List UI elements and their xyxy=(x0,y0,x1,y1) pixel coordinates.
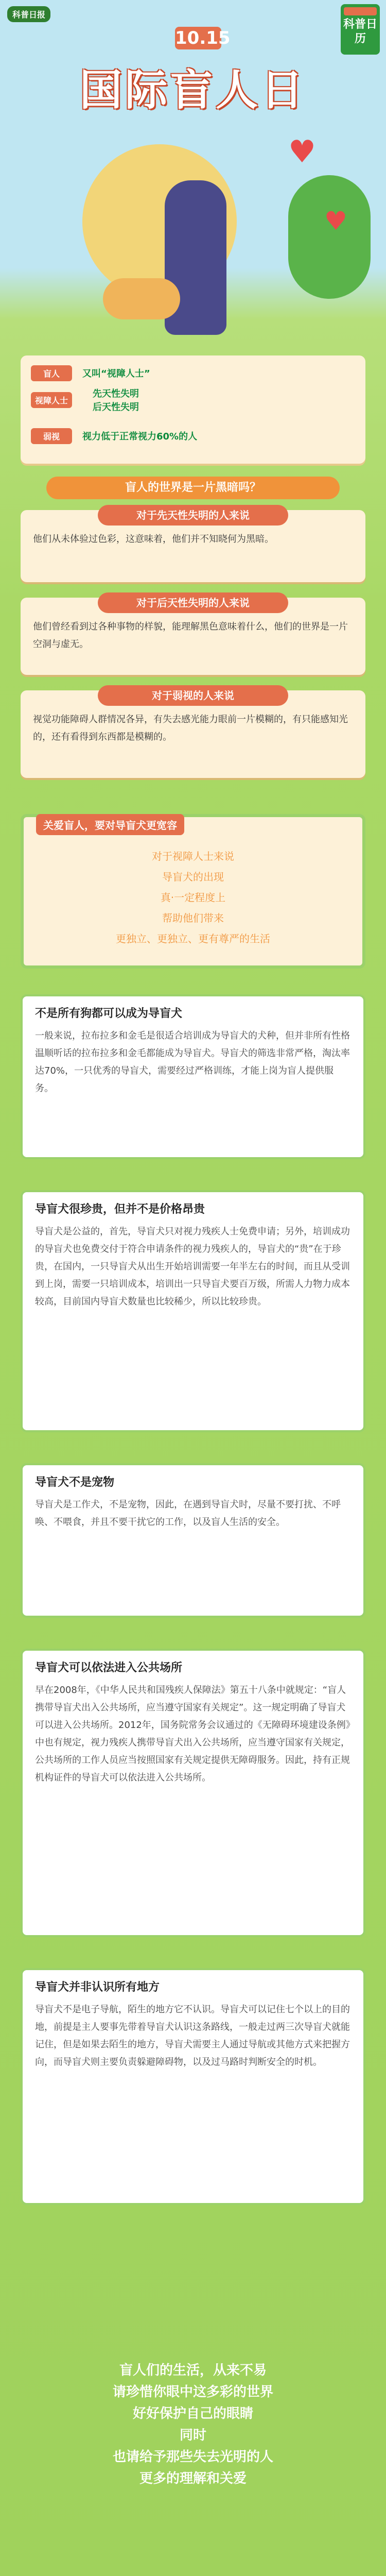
care-line-1: 对于视障人士来说 xyxy=(152,850,234,862)
note-public-places xyxy=(21,1649,365,1937)
info-key-lowvision: 弱视 xyxy=(31,428,72,444)
note-not-pet-title: 导盲犬不是宠物 xyxy=(35,1476,115,1489)
closing-line-5: 也请给予那些失去光明的人 xyxy=(112,2449,273,2465)
closing-line-4: 同时 xyxy=(179,2428,206,2443)
closing-text xyxy=(0,2360,386,2489)
note-dog-breeds xyxy=(21,994,365,1159)
note-dog-breeds-title: 不是所有狗都可以成为导盲犬 xyxy=(35,1007,183,1020)
calendar-badge: 科普日历 xyxy=(341,4,380,55)
info-key-visual: 视障人士 xyxy=(31,392,72,408)
heart-icon: ♥ xyxy=(324,206,347,236)
section-world-title: 盲人的世界是一片黑暗吗？ xyxy=(46,477,340,499)
panel-lowvision-title: 对于弱视的人来说 xyxy=(98,685,288,706)
care-line-4: 帮助他们带来 xyxy=(162,912,224,924)
info-row-lowvision xyxy=(31,428,355,444)
brand-badge: 科普日报 xyxy=(7,6,50,22)
panel-lowvision xyxy=(21,690,365,778)
note-dog-precious xyxy=(21,1190,365,1432)
closing-line-3: 好好保护自己的眼睛 xyxy=(132,2406,253,2421)
care-poster xyxy=(21,814,365,969)
info-val-lowvision: 视力低于正常视力60%的人 xyxy=(82,431,198,442)
hero-illustration xyxy=(21,124,365,371)
note-not-pet-text: 导盲犬是工作犬，不是宠物，因此，在遇到导盲犬时，尽量不要打扰、不呼唤、不喂食，并且不要干扰它的工作，以及盲人生活的安全。 xyxy=(35,1499,341,1528)
note-public-places-text: 早在2008年，《中华人民共和国残疾人保障法》第五十八条中就规定：“盲人携带导盲犬出入公共场所，应当遵守国家有关规定”。这一规定明确了导盲犬可以进入公共场所。2012年，国务院常务会议通过的《无障碍环境建设条例》中也有规定，视力残疾人携带导盲犬出入公共场所，应当遵守国家有关规定，公共场所的工作人员应当按照国家有关规定提供无障碍服务。因此，持有正规机构证件的导盲犬可以依法进入公共场所。 xyxy=(35,1685,350,1783)
info-val-congenital: 先天性失明 xyxy=(93,388,139,399)
panel-congenital xyxy=(21,510,365,582)
closing-line-6: 更多的理解和关爱 xyxy=(139,2471,247,2486)
closing-line-2: 请珍惜你眼中这多彩的世界 xyxy=(112,2384,273,2400)
info-key-blind: 盲人 xyxy=(31,365,72,381)
note-dog-precious-title: 导盲犬很珍贵，但并不是价格昂贵 xyxy=(35,1203,205,1216)
info-card xyxy=(21,355,365,464)
tree-illustration xyxy=(288,175,371,299)
care-line-2: 导盲犬的出现 xyxy=(162,871,224,883)
note-dog-precious-text: 导盲犬是公益的，首先，导盲犬只对视力残疾人士免费申请；另外，培训成功的导盲犬也免费交付于符合申请条件的视力残疾人的，导盲犬的“贵”在于珍贵，在国内，一只导盲犬从出生开始培训需要一年半左右的时间，而且从受训到上岗，需要一只培训成本，培训出一只导盲犬要百万级，所需人力物力成本较高，目前国内导盲犬数量也比较稀少，所以比较珍贵。 xyxy=(35,1226,350,1307)
care-poster-title: 关爱盲人，要对导盲犬更宽容 xyxy=(36,814,184,835)
panel-lowvision-text: 视觉功能障碍人群情况各异，有失去感光能力眼前一片模糊的，有只能感知光的，还有看得到东西都是模糊的。 xyxy=(33,714,348,742)
note-not-pet xyxy=(21,1463,365,1618)
page-title: 国际盲人日 xyxy=(79,66,306,115)
care-line-3: 真·一定程度上 xyxy=(160,891,226,904)
heart-icon: ♥ xyxy=(288,134,316,170)
panel-acquired xyxy=(21,598,365,675)
panel-congenital-text: 他们从未体验过色彩，这意味着，他们并不知晓何为黑暗。 xyxy=(33,534,274,545)
panel-acquired-title: 对于后天性失明的人来说 xyxy=(98,592,288,613)
panel-acquired-text: 他们曾经看到过各种事物的样貌，能理解黑色意味着什么，他们的世界是一片空洞与虚无。 xyxy=(33,621,348,650)
closing-line-1: 盲人们的生活，从来不易 xyxy=(119,2363,267,2378)
note-public-places-title: 导盲犬可以依法进入公共场所 xyxy=(35,1662,183,1674)
care-line-5: 更独立、更独立、更有尊严的生活 xyxy=(116,933,270,945)
info-val-acquired: 后天性失明 xyxy=(93,402,139,413)
panel-congenital-title: 对于先天性失明的人来说 xyxy=(98,505,288,526)
note-dog-breeds-text: 一般来说，拉布拉多和金毛是很适合培训成为导盲犬的犬种，但并非所有性格温顺听话的拉布拉多和金毛都能成为导盲犬。导盲犬的筛选非常严格，淘汰率达70%，一只优秀的导盲犬，需要经过严格训练，才能上岗为盲人提供服务。 xyxy=(35,1030,350,1094)
note-navigation-text: 导盲犬不是电子导航，陌生的地方它不认识。导盲犬可以记住七个以上的目的地，前提是主人要事先带着导盲犬认识这条路线，一般走过两三次导盲犬就能记住，但是如果去陌生的地方，导盲犬需要主人通过导航或其他方式来把握方向，而导盲犬则主要负责躲避障碍物，以及过马路时判断安全的时机。 xyxy=(35,2004,350,2067)
note-navigation-title: 导盲犬并非认识所有地方 xyxy=(35,1981,160,1994)
note-navigation xyxy=(21,1968,365,2205)
info-row-visual xyxy=(31,388,355,413)
guide-dog-illustration xyxy=(103,278,180,319)
info-val-group xyxy=(82,386,139,413)
info-val-blind: 又叫“视障人士” xyxy=(82,368,150,379)
info-row-blind xyxy=(31,365,355,381)
date-badge: 10.15 xyxy=(175,28,231,48)
